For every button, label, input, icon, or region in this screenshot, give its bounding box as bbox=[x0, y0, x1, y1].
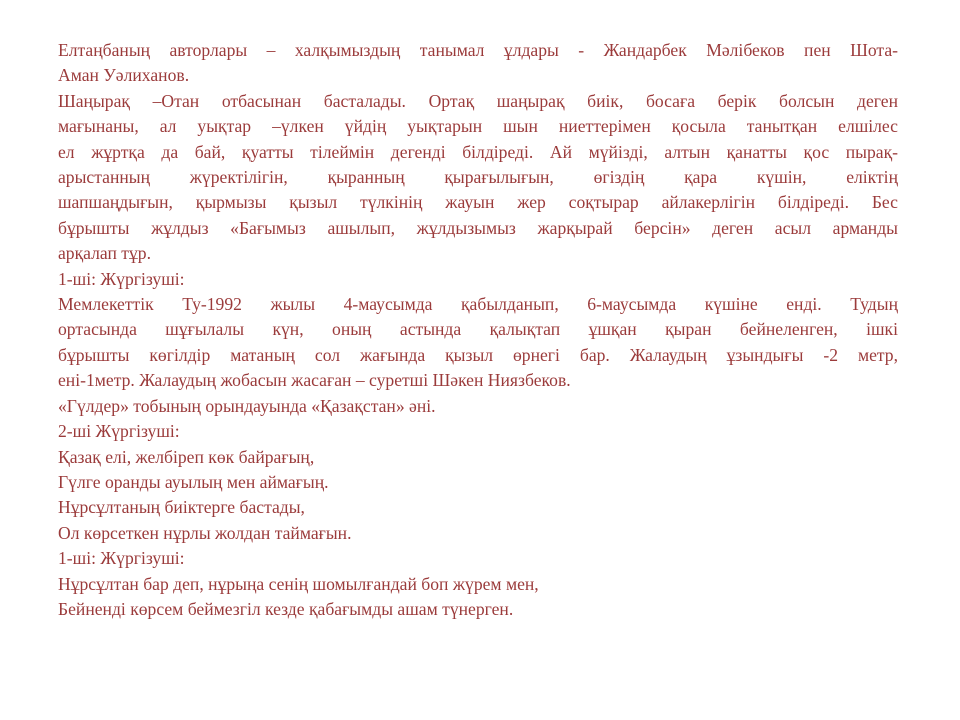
text-line: ортасында шұғылалы күн, оның астында қалықтап ұшқан қыран бейнеленген, ішкі bbox=[58, 319, 898, 340]
text-line: шапшаңдығын, қырмызы қызыл түлкінің жауын жер соқтырар айлакерлігін білдіреді. Бес bbox=[58, 192, 898, 213]
body-text bbox=[58, 38, 898, 622]
text-line: арқалап тұр. bbox=[58, 243, 151, 264]
poem-line: Ол көрсеткен нұрлы жолдан таймағын. bbox=[58, 522, 352, 543]
text-line: «Гүлдер» тобының орындауында «Қазақстан» әні. bbox=[58, 395, 436, 416]
speaker-label: 2-ші Жүргізуші: bbox=[58, 421, 180, 442]
speaker-label: 1-ші: Жүргізуші: bbox=[58, 268, 185, 289]
poem-line: Нұрсұлтан бар деп, нұрыңа сенің шомылғандай боп жүрем мен, bbox=[58, 573, 539, 594]
text-line: бұрышты жұлдыз «Бағымыз ашылып, жұлдызымыз жарқырай берсін» деген асыл арманды bbox=[58, 217, 898, 238]
text-line: Аман Уәлиханов. bbox=[58, 65, 190, 86]
text-line: ені-1метр. Жалаудың жобасын жасаған – суретші Шәкен Ниязбеков. bbox=[58, 370, 571, 391]
text-line: Елтаңбаның авторлары – халқымыздың танымал ұлдары - Жандарбек Мәлібеков пен Шота- bbox=[58, 40, 898, 60]
text-line: Шаңырақ –Отан отбасынан басталады. Ортақ шаңырақ биік, босаға берік болсын деген bbox=[58, 90, 898, 111]
poem-line: Гүлге оранды ауылың мен аймағың. bbox=[58, 471, 329, 492]
text-line: арыстанның жүректілігін, қыранның қырағылығын, өгіздің қара күшін, еліктің bbox=[58, 167, 898, 188]
text-line: мағынаны, ал уықтар –үлкен үйдің уықтарын шын ниеттерімен қосыла танытқан елшілес bbox=[58, 116, 898, 137]
text-line: ел жұртқа да бай, қуатты тілеймін дегенді білдіреді. Ай мүйізді, алтын қанатты қос пырақ- bbox=[58, 141, 898, 162]
speaker-label: 1-ші: Жүргізуші: bbox=[58, 548, 185, 569]
poem-line: Бейненді көрсем беймезгіл кезде қабағымды ашам түнерген. bbox=[58, 598, 514, 619]
poem-line: Нұрсұлтаның биіктерге бастады, bbox=[58, 497, 305, 518]
poem-line: Қазақ елі, желбіреп көк байрағың, bbox=[58, 446, 315, 467]
text-line: бұрышты көгілдір матаның сол жағында қызыл өрнегі бар. Жалаудың ұзындығы -2 метр, bbox=[58, 344, 898, 365]
text-line: Мемлекеттік Ту-1992 жылы 4-маусымда қабылданып, 6-маусымда күшіне енді. Тудың bbox=[58, 294, 898, 315]
